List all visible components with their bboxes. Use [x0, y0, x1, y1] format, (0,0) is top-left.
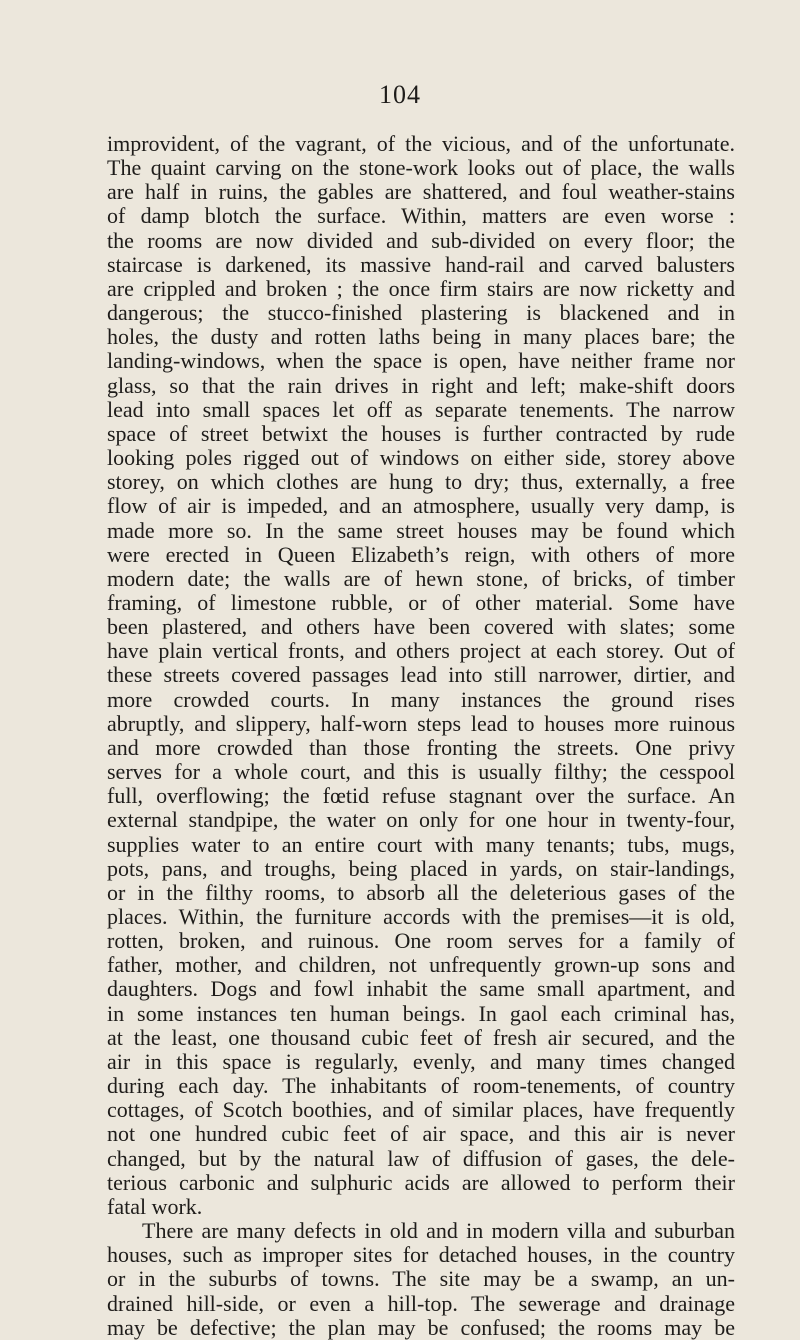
text-line: are crippled and broken ; the once firm stairs are now ricketty and: [107, 275, 735, 301]
text-line: of damp blotch the surface. Within, matters are even worse :: [107, 203, 735, 229]
text-line: dangerous; the stucco-finished plastering is blackened and in: [107, 300, 735, 326]
text-line: lead into small spaces let off as separate tenements. The narrow: [107, 396, 735, 422]
text-line: glass, so that the rain drives in right and left; make-shift doors: [107, 372, 735, 398]
text-line: father, mother, and children, not unfrequently grown-up sons and: [107, 952, 735, 978]
text-line: modern date; the walls are of hewn stone, of bricks, of timber: [107, 565, 735, 591]
text-line: fatal work.: [107, 1193, 203, 1219]
text-line: drained hill-side, or even a hill-top. The sewerage and drainage: [107, 1290, 735, 1316]
text-line: were erected in Queen Elizabeth’s reign, with others of more: [107, 541, 735, 567]
text-line: improvident, of the vagrant, of the vicious, and of the unfortunate.: [107, 131, 735, 156]
text-line: rotten, broken, and ruinous. One room serves for a family of: [107, 928, 735, 954]
text-line: daughters. Dogs and fowl inhabit the same small apartment, and: [107, 976, 735, 1002]
text-line: serves for a whole court, and this is usually filthy; the cesspool: [107, 759, 735, 785]
text-line: are half in ruins, the gables are shattered, and foul weather-stains: [107, 179, 735, 205]
text-line: or in the suburbs of towns. The site may be a swamp, an un-: [107, 1266, 735, 1292]
text-line: looking poles rigged out of windows on either side, storey above: [107, 445, 735, 471]
page-number: 104: [379, 80, 421, 109]
text-line: There are many defects in old and in modern villa and suburban: [142, 1218, 735, 1244]
text-line: houses, such as improper sites for detached houses, in the country: [107, 1242, 735, 1268]
text-line: been plastered, and others have been covered with slates; some: [107, 614, 735, 640]
text-line: full, overflowing; the fœtid refuse stagnant over the surface. An: [107, 783, 735, 809]
text-line: staircase is darkened, its massive hand-rail and carved balusters: [107, 251, 735, 277]
text-line: terious carbonic and sulphuric acids are allowed to perform their: [107, 1169, 735, 1195]
text-line: landing-windows, when the space is open, have neither frame nor: [107, 348, 735, 374]
text-line: at the least, one thousand cubic feet of fresh air secured, and the: [107, 1024, 735, 1050]
text-line: made more so. In the same street houses may be found which: [107, 517, 735, 543]
text-line: have plain vertical fronts, and others project at each storey. Out of: [107, 638, 735, 664]
text-line: flow of air is impeded, and an atmosphere, usually very damp, is: [107, 493, 735, 519]
text-line: changed, but by the natural law of diffusion of gases, the dele-: [107, 1145, 735, 1171]
text-line: during each day. The inhabitants of room-tenements, of country: [107, 1073, 735, 1099]
text-line: in some instances ten human beings. In gaol each criminal has,: [107, 1000, 735, 1026]
text-line: may be defective; the plan may be confused; the rooms may be: [107, 1314, 735, 1340]
text-line: The quaint carving on the stone-work looks out of place, the walls: [107, 155, 735, 181]
text-line: pots, pans, and troughs, being placed in yards, on stair-landings,: [107, 855, 735, 881]
text-line: the rooms are now divided and sub-divided on every floor; the: [107, 227, 735, 253]
text-line: abruptly, and slippery, half-worn steps lead to houses more ruinous: [107, 710, 735, 736]
text-line: or in the filthy rooms, to absorb all the deleterious gases of the: [107, 879, 735, 905]
text-line: framing, of limestone rubble, or of other material. Some have: [107, 589, 735, 615]
text-line: supplies water to an entire court with many tenants; tubs, mugs,: [107, 831, 735, 857]
text-line: places. Within, the furniture accords with the premises—it is old,: [107, 904, 735, 929]
text-line: holes, the dusty and rotten laths being in many places bare; the: [107, 324, 735, 350]
text-line: storey, on which clothes are hung to dry; thus, externally, a free: [107, 469, 735, 495]
body-text: [107, 132, 735, 1340]
text-line: not one hundred cubic feet of air space, and this air is never: [107, 1121, 735, 1147]
text-line: and more crowded than those fronting the streets. One privy: [107, 734, 735, 760]
text-line: space of street betwixt the houses is further contracted by rude: [107, 420, 735, 446]
text-line: external standpipe, the water on only for one hour in twenty-four,: [107, 807, 735, 833]
text-line: cottages, of Scotch boothies, and of similar places, have frequently: [107, 1097, 735, 1123]
text-line: air in this space is regularly, evenly, and many times changed: [107, 1048, 735, 1074]
text-line: these streets covered passages lead into still narrower, dirtier, and: [107, 662, 735, 688]
text-line: more crowded courts. In many instances the ground rises: [107, 686, 735, 712]
